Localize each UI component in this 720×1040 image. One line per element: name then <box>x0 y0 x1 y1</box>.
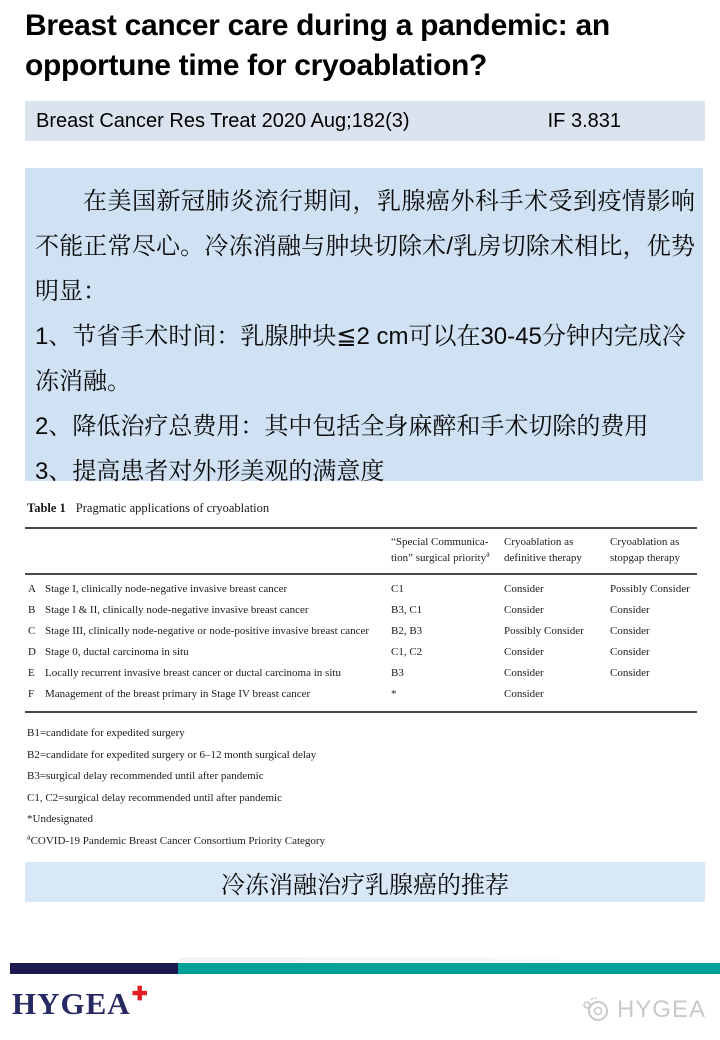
hygea-watermark <box>581 996 706 1024</box>
table-row-description: Stage 0, ductal carcinoma in situ <box>45 646 189 658</box>
table-row-definitive: Consider <box>504 583 544 595</box>
caption-bar <box>25 862 705 902</box>
summary-item-3: 3、提高患者对外形美观的满意度 <box>35 458 385 485</box>
table-row-priority: C1 <box>391 583 404 595</box>
footnote: B2=candidate for expedited surgery or 6–12 month surgical delay <box>27 748 317 761</box>
hygea-watermark-text: HYGEA <box>616 996 706 1023</box>
hygea-logo <box>12 983 148 1022</box>
summary-item-1: 1、节省手术时间：乳腺肿块≦2 cm可以在30-45分钟内完成冷冻消融。 <box>35 323 686 395</box>
table-row-stopgap: Consider <box>610 646 650 658</box>
table-row-priority: B3, C1 <box>391 604 423 616</box>
table-body <box>25 575 697 711</box>
hygea-logo-text: HYGEA <box>12 986 131 1021</box>
summary-item-2: 2、降低治疗总费用：其中包括全身麻醉和手术切除的费用 <box>35 413 649 440</box>
journal-citation: Breast Cancer Res Treat 2020 Aug;182(3) <box>36 109 410 132</box>
table-row-letter: A <box>28 583 36 595</box>
impact-factor: IF 3.831 <box>547 109 621 132</box>
table-row-priority: B3 <box>391 667 404 679</box>
caption-text: 冷冻消融治疗乳腺癌的推荐 <box>221 871 509 899</box>
footnote: B1=candidate for expedited surgery <box>27 727 185 739</box>
table-row-description: Stage I & II, clinically node-negative invasive breast cancer <box>45 604 309 616</box>
table-row-stopgap: Possibly Consider <box>610 583 690 595</box>
table-row-description: Stage I, clinically node-negative invasive breast cancer <box>45 583 288 595</box>
table-label: Table 1 <box>27 501 66 515</box>
table-row-definitive: Consider <box>504 688 544 700</box>
table-row-description: Management of the breast primary in Stage IV breast cancer <box>45 688 311 700</box>
table-header-stopgap: Cryoablation as stopgap therapy <box>610 536 680 564</box>
footnote: $^a$COVID-19 Pandemic Breast Cancer Consortium Priority Category <box>27 831 326 847</box>
table-row-letter: C <box>28 625 36 637</box>
table-header-priority: “Special Communica-tion” surgical priority$^a$ <box>391 536 490 564</box>
table-row-definitive: Consider <box>504 667 544 679</box>
footnote: B3=surgical delay recommended until after pandemic <box>27 770 264 782</box>
table-rule-bottom <box>25 711 697 713</box>
hygea-watermark-icon <box>581 997 611 1023</box>
footer-bar-shadow <box>180 957 560 962</box>
table-row-priority: C1, C2 <box>391 646 423 658</box>
footer-teal-bar <box>178 963 720 974</box>
journal-citation-bar <box>25 101 705 141</box>
table-row-description: Stage III, clinically node-negative or node-positive invasive breast cancer <box>45 625 370 637</box>
table-row-letter: D <box>28 646 36 658</box>
table-row-letter: E <box>28 667 35 679</box>
summary-paragraph: 在美国新冠肺炎流行期间，乳腺癌外科手术受到疫情影响不能正常尽心。冷冻消融与肿块切除术/乳房切除术相比，优势明显： <box>35 188 695 305</box>
table-row-definitive: Consider <box>504 646 544 658</box>
table-row-stopgap: Consider <box>610 625 650 637</box>
footer-navy-bar <box>10 963 178 974</box>
red-cross-icon: ✚ <box>131 984 148 1005</box>
table-row-letter: F <box>28 688 35 700</box>
table-row-stopgap: Consider <box>610 667 650 679</box>
table-header-row <box>25 529 697 573</box>
table-row-definitive: Consider <box>504 604 544 616</box>
page-title: Breast cancer care during a pandemic: an opportune time for cryoablation? <box>25 9 610 82</box>
table-figure <box>25 497 697 852</box>
table-row-stopgap: Consider <box>610 604 650 616</box>
table-row-priority: * <box>391 688 397 700</box>
table-row-stopgap <box>610 684 695 705</box>
table-footnotes <box>25 723 697 852</box>
table-row-definitive: Possibly Consider <box>504 625 584 637</box>
table-title: Pragmatic applications of cryoablation <box>75 501 270 515</box>
table-header-definitive: Cryoablation as definitive therapy <box>504 536 582 564</box>
summary-box <box>25 168 703 485</box>
table-row-description: Locally recurrent invasive breast cancer or ductal carcinoma in situ <box>45 667 341 679</box>
footnote: *Undesignated <box>27 813 93 825</box>
footnote: C1, C2=surgical delay recommended until after pandemic <box>27 791 282 804</box>
table-caption <box>27 501 697 516</box>
table-row-letter: B <box>28 604 36 616</box>
table-row-priority: B2, B3 <box>391 625 423 637</box>
